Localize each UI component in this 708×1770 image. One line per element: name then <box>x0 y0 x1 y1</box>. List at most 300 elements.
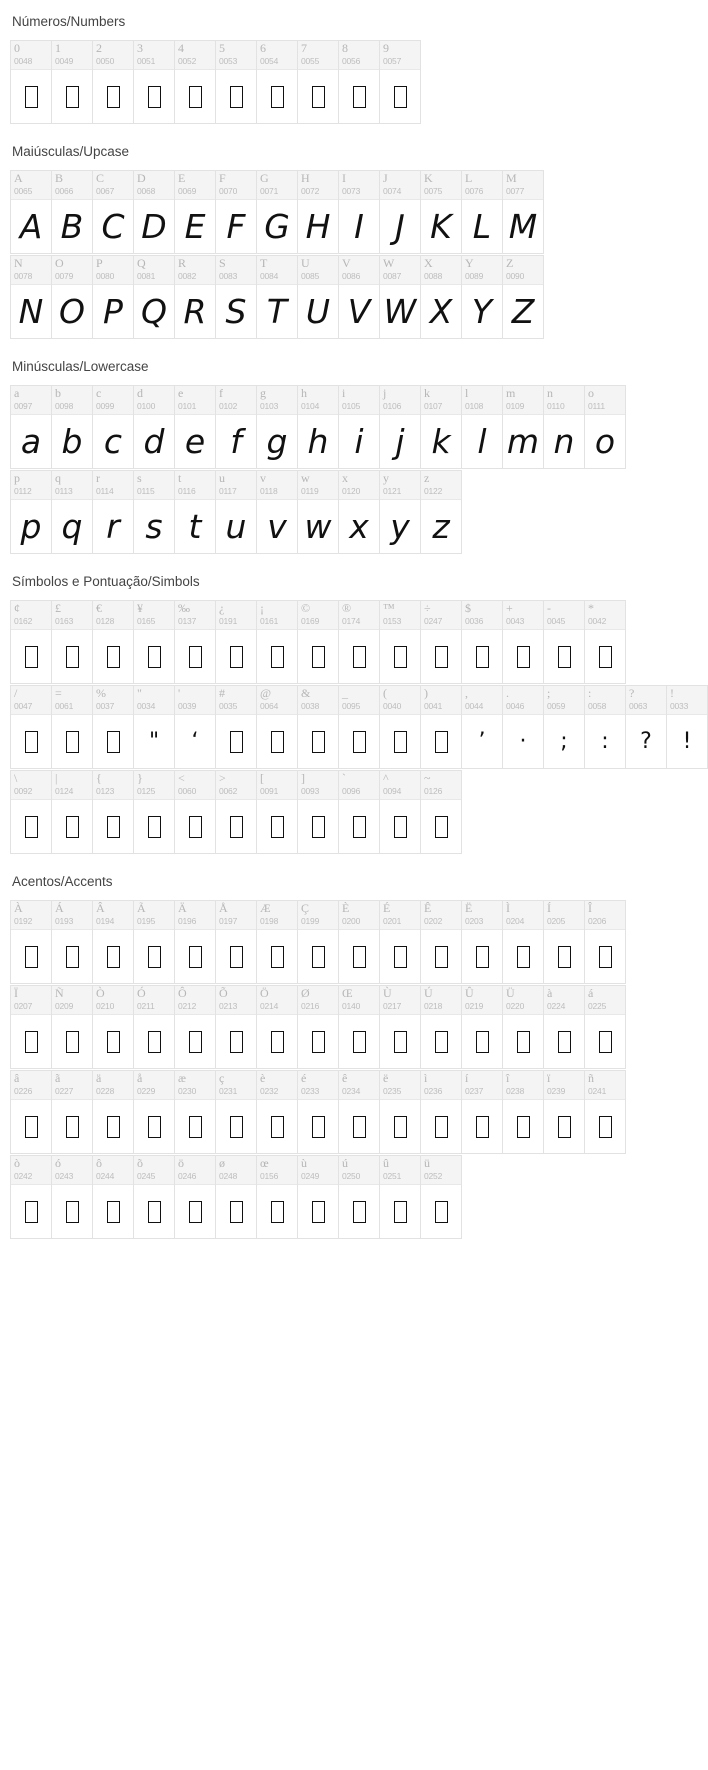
glyph-cell[interactable] <box>257 41 298 124</box>
glyph-cell[interactable] <box>339 171 380 254</box>
glyph-cell[interactable] <box>134 171 175 254</box>
glyph-preview <box>339 1100 379 1153</box>
glyph-preview <box>421 930 461 983</box>
glyph-cell[interactable] <box>216 771 257 854</box>
glyph-cell[interactable] <box>462 386 503 469</box>
glyph-cell[interactable] <box>298 686 339 769</box>
glyph-cell[interactable] <box>339 1071 380 1154</box>
glyph-preview <box>380 1100 420 1153</box>
glyph-cell[interactable] <box>175 386 216 469</box>
glyph-cell[interactable] <box>298 471 339 554</box>
glyph-cell[interactable] <box>298 1156 339 1239</box>
glyph-cell[interactable] <box>421 686 462 769</box>
glyph-character-label: ™ <box>383 601 395 615</box>
glyph-cell[interactable] <box>134 986 175 1069</box>
glyph-character-label: ¿ <box>219 601 225 615</box>
glyph-cell[interactable] <box>216 986 257 1069</box>
glyph-cell[interactable] <box>175 601 216 684</box>
glyph-preview <box>421 1100 461 1153</box>
glyph-cell[interactable] <box>175 171 216 254</box>
glyph-charcode-label: 0095 <box>342 701 361 711</box>
glyph-preview: ; <box>560 728 568 754</box>
glyph-cell[interactable] <box>11 386 52 469</box>
glyph-cell-header <box>503 1071 543 1100</box>
glyph-cell[interactable] <box>421 1156 462 1239</box>
glyph-cell[interactable] <box>11 41 52 124</box>
glyph-cell[interactable] <box>585 901 626 984</box>
glyph-preview: : <box>601 728 609 754</box>
glyph-cell[interactable] <box>339 1156 380 1239</box>
glyph-character-label: È <box>342 901 350 915</box>
glyph-character-label: s <box>137 471 142 485</box>
glyph-charcode-label: 0075 <box>424 186 443 196</box>
glyph-character-label: & <box>301 686 311 700</box>
glyph-preview <box>380 930 420 983</box>
glyph-cell[interactable] <box>380 386 421 469</box>
glyph-cell[interactable] <box>52 41 93 124</box>
glyph-cell[interactable] <box>257 686 298 769</box>
glyph-cell[interactable] <box>380 601 421 684</box>
glyph-cell-header <box>421 686 461 715</box>
glyph-cell[interactable] <box>421 901 462 984</box>
glyph-preview <box>421 800 461 853</box>
glyph-preview <box>585 930 625 983</box>
glyph-character-label: ~ <box>424 771 431 785</box>
glyph-cell-header <box>11 471 51 500</box>
glyph-charcode-label: 0241 <box>588 1086 607 1096</box>
glyph-charcode-label: 0250 <box>342 1171 361 1181</box>
glyph-charcode-label: 0050 <box>96 56 115 66</box>
glyph-cell-header <box>298 1156 338 1185</box>
glyph-cell[interactable] <box>134 386 175 469</box>
glyph-cell[interactable] <box>339 686 380 769</box>
glyph-cell[interactable] <box>421 601 462 684</box>
glyph-charcode-label: 0071 <box>260 186 279 196</box>
glyph-cell[interactable] <box>134 901 175 984</box>
glyph-row-block <box>10 900 626 984</box>
glyph-cell[interactable] <box>626 686 667 769</box>
glyph-cell-header <box>52 986 92 1015</box>
section-title: Acentos/Accents <box>12 874 113 889</box>
glyph-cell[interactable] <box>216 386 257 469</box>
glyph-cell[interactable] <box>421 256 462 339</box>
glyph-cell[interactable] <box>421 171 462 254</box>
glyph-cell[interactable] <box>462 901 503 984</box>
glyph-preview: b <box>61 422 83 461</box>
glyph-cell[interactable] <box>175 986 216 1069</box>
glyph-charcode-label: 0113 <box>55 486 73 496</box>
glyph-cell[interactable] <box>52 601 93 684</box>
glyph-charcode-label: 0085 <box>301 271 320 281</box>
glyph-cell[interactable] <box>380 771 421 854</box>
glyph-cell[interactable] <box>11 901 52 984</box>
glyph-cell[interactable] <box>175 1156 216 1239</box>
glyph-cell-header <box>216 471 256 500</box>
glyph-cell[interactable] <box>52 171 93 254</box>
glyph-cell[interactable] <box>339 386 380 469</box>
glyph-cell[interactable] <box>585 1071 626 1154</box>
glyph-charcode-label: 0084 <box>260 271 279 281</box>
glyph-cell[interactable] <box>339 601 380 684</box>
glyph-cell[interactable] <box>585 686 626 769</box>
glyph-charcode-label: 0162 <box>14 616 33 626</box>
glyph-cell[interactable] <box>421 986 462 1069</box>
glyph-preview: R <box>183 292 207 331</box>
glyph-cell[interactable] <box>175 1071 216 1154</box>
glyph-cell[interactable] <box>503 601 544 684</box>
glyph-cell[interactable] <box>11 1071 52 1154</box>
glyph-cell-header <box>93 771 133 800</box>
glyph-cell[interactable] <box>339 771 380 854</box>
glyph-cell-header <box>462 171 502 200</box>
glyph-cell[interactable] <box>339 471 380 554</box>
glyph-cell[interactable] <box>585 601 626 684</box>
glyph-cell[interactable] <box>216 171 257 254</box>
glyph-cell[interactable] <box>216 1071 257 1154</box>
glyph-cell[interactable] <box>298 771 339 854</box>
glyph-charcode-label: 0062 <box>219 786 238 796</box>
glyph-character-label: A <box>14 171 23 185</box>
glyph-cell-header <box>544 986 584 1015</box>
glyph-cell[interactable] <box>462 1071 503 1154</box>
glyph-preview <box>93 930 133 983</box>
glyph-cell[interactable] <box>339 256 380 339</box>
glyph-cell[interactable] <box>339 41 380 124</box>
glyph-charcode-label: 0063 <box>629 701 648 711</box>
glyph-cell[interactable] <box>585 386 626 469</box>
glyph-preview <box>421 1185 461 1238</box>
glyph-cell[interactable] <box>93 771 134 854</box>
glyph-cell[interactable] <box>298 601 339 684</box>
glyph-cell[interactable] <box>298 986 339 1069</box>
glyph-cell[interactable] <box>298 1071 339 1154</box>
glyph-preview <box>134 930 174 983</box>
glyph-cell[interactable] <box>421 386 462 469</box>
glyph-preview <box>339 1185 379 1238</box>
glyph-cell[interactable] <box>544 386 585 469</box>
glyph-cell[interactable] <box>298 171 339 254</box>
glyph-character-label: < <box>178 771 185 785</box>
glyph-cell[interactable] <box>257 771 298 854</box>
glyph-cell[interactable] <box>11 1156 52 1239</box>
glyph-character-label: ; <box>547 686 551 700</box>
glyph-charcode-label: 0243 <box>55 1171 74 1181</box>
glyph-cell-header <box>298 471 338 500</box>
missing-glyph-icon <box>517 946 530 968</box>
glyph-cell[interactable] <box>134 256 175 339</box>
missing-glyph-icon <box>435 731 448 753</box>
glyph-cell[interactable] <box>93 41 134 124</box>
glyph-cell-header <box>421 471 461 500</box>
glyph-character-label: ¥ <box>137 601 143 615</box>
glyph-cell[interactable] <box>216 256 257 339</box>
glyph-cell[interactable] <box>257 986 298 1069</box>
glyph-cell[interactable] <box>134 1156 175 1239</box>
glyph-cell-header <box>380 901 420 930</box>
glyph-cell[interactable] <box>216 41 257 124</box>
glyph-cell[interactable] <box>503 901 544 984</box>
glyph-preview <box>298 1185 338 1238</box>
glyph-charcode-label: 0207 <box>14 1001 33 1011</box>
glyph-cell[interactable] <box>339 901 380 984</box>
glyph-cell[interactable] <box>52 386 93 469</box>
glyph-cell[interactable] <box>93 1156 134 1239</box>
glyph-charcode-label: 0245 <box>137 1171 156 1181</box>
glyph-charcode-label: 0036 <box>465 616 484 626</box>
glyph-cell[interactable] <box>134 41 175 124</box>
glyph-cell[interactable] <box>257 386 298 469</box>
glyph-cell[interactable] <box>298 41 339 124</box>
glyph-cell[interactable] <box>175 471 216 554</box>
missing-glyph-icon <box>353 1201 366 1223</box>
glyph-cell[interactable] <box>11 471 52 554</box>
missing-glyph-icon <box>25 1116 38 1138</box>
glyph-cell[interactable] <box>380 1156 421 1239</box>
glyph-cell[interactable] <box>544 1071 585 1154</box>
glyph-cell[interactable] <box>11 686 52 769</box>
glyph-character-label: H <box>301 171 310 185</box>
glyph-charcode-label: 0066 <box>55 186 74 196</box>
glyph-cell[interactable] <box>93 901 134 984</box>
glyph-cell[interactable] <box>421 471 462 554</box>
glyph-preview <box>175 1015 215 1068</box>
glyph-cell-header <box>298 171 338 200</box>
missing-glyph-icon <box>312 731 325 753</box>
glyph-cell[interactable] <box>298 256 339 339</box>
glyph-cell-header <box>175 901 215 930</box>
glyph-cell[interactable] <box>134 1071 175 1154</box>
glyph-cell[interactable] <box>503 171 544 254</box>
glyph-character-label: ® <box>342 601 352 615</box>
glyph-preview: F <box>226 207 246 246</box>
glyph-cell[interactable] <box>380 986 421 1069</box>
glyph-cell[interactable] <box>52 986 93 1069</box>
glyph-section <box>0 860 661 1239</box>
glyph-cell[interactable] <box>93 686 134 769</box>
glyph-cell[interactable] <box>11 986 52 1069</box>
glyph-cell[interactable] <box>134 471 175 554</box>
glyph-cell[interactable] <box>216 601 257 684</box>
glyph-cell[interactable] <box>93 471 134 554</box>
glyph-cell[interactable] <box>175 256 216 339</box>
glyph-cell[interactable] <box>421 771 462 854</box>
glyph-cell[interactable] <box>339 986 380 1069</box>
glyph-cell-header <box>11 171 51 200</box>
glyph-cell[interactable] <box>462 256 503 339</box>
glyph-charcode-label: 0039 <box>178 701 197 711</box>
glyph-preview: h <box>307 422 329 461</box>
glyph-cell-header <box>421 1071 461 1100</box>
missing-glyph-icon <box>312 1116 325 1138</box>
glyph-character-label: Ò <box>96 986 105 1000</box>
glyph-charcode-label: 0226 <box>14 1086 33 1096</box>
glyph-cell[interactable] <box>175 771 216 854</box>
glyph-cell[interactable] <box>544 986 585 1069</box>
glyph-cell[interactable] <box>11 601 52 684</box>
missing-glyph-icon <box>148 1201 161 1223</box>
glyph-character-label: 1 <box>55 41 61 55</box>
glyph-charcode-label: 0072 <box>301 186 320 196</box>
glyph-cell[interactable] <box>93 171 134 254</box>
glyph-cell[interactable] <box>175 41 216 124</box>
glyph-cell[interactable] <box>175 686 216 769</box>
glyph-cell[interactable] <box>216 1156 257 1239</box>
glyph-character-label: î <box>506 1071 510 1085</box>
glyph-cell[interactable] <box>667 686 708 769</box>
glyph-cell[interactable] <box>380 41 421 124</box>
glyph-cell-header <box>52 601 92 630</box>
glyph-cell[interactable] <box>462 986 503 1069</box>
glyph-cell[interactable] <box>380 686 421 769</box>
glyph-cell[interactable] <box>52 1156 93 1239</box>
glyph-charcode-label: 0046 <box>506 701 525 711</box>
glyph-cell-header <box>175 256 215 285</box>
glyph-cell[interactable] <box>11 256 52 339</box>
glyph-cell[interactable] <box>52 256 93 339</box>
glyph-preview <box>216 70 256 123</box>
glyph-cell[interactable] <box>380 901 421 984</box>
glyph-cell[interactable] <box>462 686 503 769</box>
glyph-charcode-label: 0191 <box>219 616 238 626</box>
glyph-cell-header <box>134 41 174 70</box>
glyph-character-label: Ú <box>424 986 433 1000</box>
missing-glyph-icon <box>148 646 161 668</box>
glyph-character-label: v <box>260 471 266 485</box>
glyph-cell-header <box>52 686 92 715</box>
missing-glyph-icon <box>66 946 79 968</box>
glyph-cell[interactable] <box>257 256 298 339</box>
glyph-cell[interactable] <box>257 171 298 254</box>
glyph-cell[interactable] <box>462 601 503 684</box>
glyph-charcode-label: 0080 <box>96 271 115 281</box>
glyph-character-label: O <box>55 256 64 270</box>
glyph-cell[interactable] <box>52 686 93 769</box>
glyph-character-label: ã <box>55 1071 61 1085</box>
glyph-cell[interactable] <box>544 901 585 984</box>
glyph-cell[interactable] <box>421 1071 462 1154</box>
glyph-cell[interactable] <box>93 256 134 339</box>
glyph-cell[interactable] <box>503 1071 544 1154</box>
glyph-cell[interactable] <box>503 256 544 339</box>
glyph-preview <box>462 630 502 683</box>
glyph-cell[interactable] <box>52 1071 93 1154</box>
glyph-cell[interactable] <box>216 901 257 984</box>
glyph-cell[interactable] <box>134 601 175 684</box>
glyph-cell[interactable] <box>52 471 93 554</box>
missing-glyph-icon <box>189 646 202 668</box>
glyph-charcode-label: 0174 <box>342 616 361 626</box>
glyph-charcode-label: 0118 <box>260 486 278 496</box>
glyph-cell[interactable] <box>380 256 421 339</box>
glyph-preview <box>216 1100 256 1153</box>
glyph-cell[interactable] <box>544 601 585 684</box>
glyph-charcode-label: 0213 <box>219 1001 238 1011</box>
glyph-preview: L <box>472 207 492 246</box>
glyph-cell[interactable] <box>257 601 298 684</box>
glyph-row-block <box>10 600 626 684</box>
glyph-cell-header <box>134 471 174 500</box>
glyph-row <box>11 1071 626 1154</box>
glyph-preview <box>93 715 133 768</box>
glyph-cell-header <box>52 1156 92 1185</box>
glyph-cell[interactable] <box>52 901 93 984</box>
glyph-cell[interactable] <box>257 901 298 984</box>
missing-glyph-icon <box>66 1031 79 1053</box>
glyph-cell[interactable] <box>93 386 134 469</box>
glyph-preview: i <box>354 422 364 461</box>
glyph-cell[interactable] <box>544 686 585 769</box>
glyph-charcode-label: 0101 <box>178 401 197 411</box>
glyph-cell[interactable] <box>93 1071 134 1154</box>
glyph-cell[interactable] <box>503 686 544 769</box>
glyph-cell[interactable] <box>257 1156 298 1239</box>
glyph-character-label: © <box>301 601 311 615</box>
glyph-character-label: _ <box>342 686 348 700</box>
glyph-character-label: ì <box>424 1071 428 1085</box>
missing-glyph-icon <box>353 816 366 838</box>
glyph-cell[interactable] <box>216 686 257 769</box>
glyph-cell[interactable] <box>503 386 544 469</box>
glyph-cell-header <box>380 171 420 200</box>
glyph-cell[interactable] <box>298 386 339 469</box>
glyph-preview <box>503 930 543 983</box>
glyph-charcode-label: 0087 <box>383 271 402 281</box>
glyph-character-label: u <box>219 471 225 485</box>
glyph-charcode-label: 0115 <box>137 486 155 496</box>
glyph-cell[interactable] <box>257 471 298 554</box>
glyph-cell[interactable] <box>216 471 257 554</box>
glyph-cell[interactable] <box>11 171 52 254</box>
glyph-cell[interactable] <box>134 771 175 854</box>
missing-glyph-icon <box>353 731 366 753</box>
glyph-character-label: ñ <box>588 1071 594 1085</box>
missing-glyph-icon <box>476 646 489 668</box>
glyph-cell[interactable] <box>52 771 93 854</box>
glyph-cell[interactable] <box>11 771 52 854</box>
glyph-cell[interactable] <box>93 601 134 684</box>
glyph-character-label: Ã <box>137 901 146 915</box>
glyph-cell[interactable] <box>257 1071 298 1154</box>
glyph-cell[interactable] <box>503 986 544 1069</box>
glyph-cell[interactable] <box>175 901 216 984</box>
glyph-cell[interactable] <box>380 471 421 554</box>
missing-glyph-icon <box>394 946 407 968</box>
glyph-preview <box>380 1185 420 1238</box>
glyph-charcode-label: 0064 <box>260 701 279 711</box>
glyph-charcode-label: 0237 <box>465 1086 484 1096</box>
glyph-preview <box>339 630 379 683</box>
glyph-row <box>11 1156 462 1239</box>
missing-glyph-icon <box>394 86 407 108</box>
glyph-preview <box>52 930 92 983</box>
glyph-charcode-label: 0067 <box>96 186 115 196</box>
glyph-cell[interactable] <box>380 171 421 254</box>
glyph-cell[interactable] <box>93 986 134 1069</box>
glyph-cell[interactable] <box>585 986 626 1069</box>
glyph-cell[interactable] <box>298 901 339 984</box>
glyph-cell-header <box>257 601 297 630</box>
missing-glyph-icon <box>517 1116 530 1138</box>
glyph-cell[interactable] <box>380 1071 421 1154</box>
glyph-cell[interactable] <box>462 171 503 254</box>
glyph-character-label: Í <box>547 901 551 915</box>
glyph-preview: y <box>390 507 410 546</box>
glyph-cell-header <box>585 386 625 415</box>
glyph-charcode-label: 0082 <box>178 271 197 281</box>
missing-glyph-icon <box>353 86 366 108</box>
glyph-cell[interactable] <box>134 686 175 769</box>
glyph-character-label: Ñ <box>55 986 64 1000</box>
